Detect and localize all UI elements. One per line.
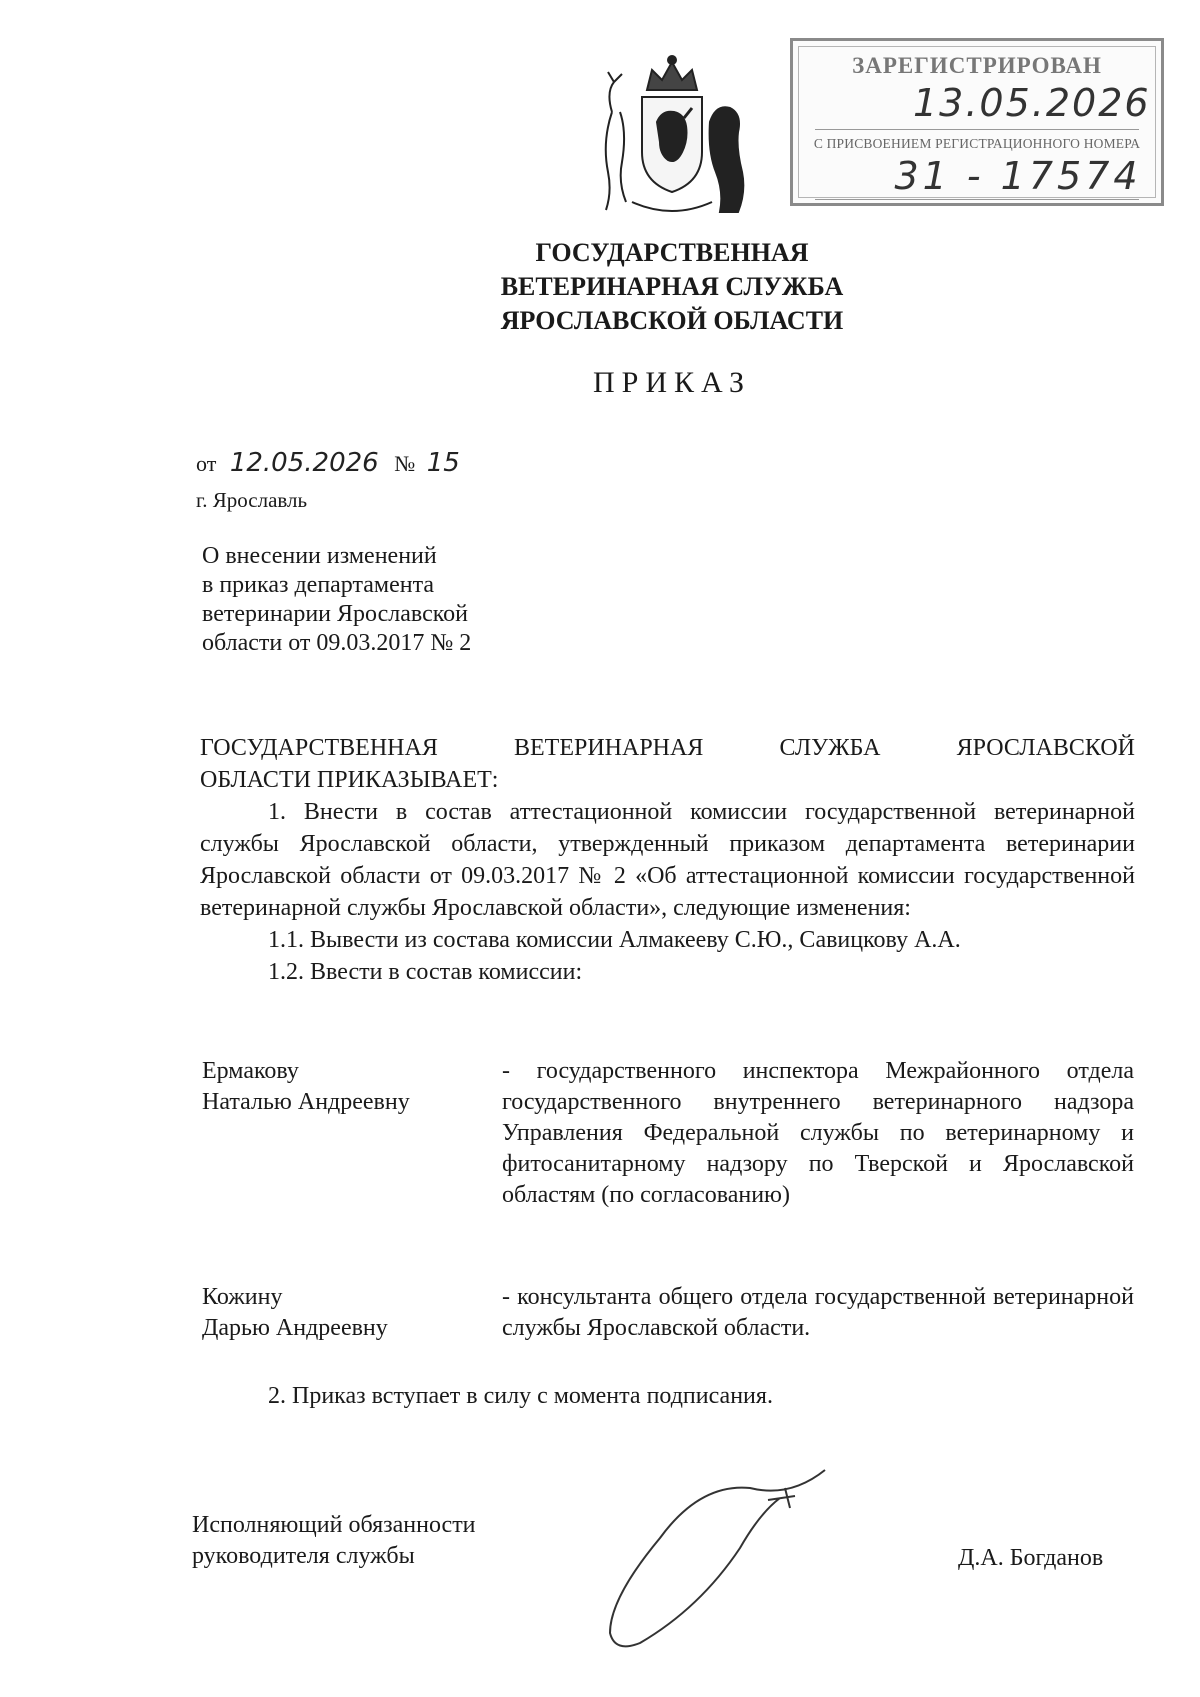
signer-position: Исполняющий обязанности руководителя службы [192, 1512, 476, 1569]
stamp-title: ЗАРЕГИСТРИРОВАН [852, 53, 1102, 78]
city: г. Ярославль [196, 488, 308, 512]
order-body [200, 732, 1135, 988]
order-subject: О внесении изменений в приказ департамента ветеринарии Ярославской области от 09.03.2017 № 2 [202, 543, 472, 656]
preamble-line-1: ГОСУДАРСТВЕННАЯ ВЕТЕРИНАРНАЯ СЛУЖБА ЯРОСЛАВСКОЙ [200, 735, 1135, 761]
from-label: от [196, 451, 217, 476]
clause-1-2: 1.2. Ввести в состав комиссии: [268, 959, 583, 985]
stamp-date: 13.05.2026 [913, 81, 1151, 125]
signer-name: Д.А. Богданов [958, 1545, 1104, 1571]
member-description: - консультанта общего отдела государственной ветеринарной службы Ярославской области. [502, 1284, 1134, 1341]
preamble-line-2: ОБЛАСТИ ПРИКАЗЫВАЕТ: [200, 767, 499, 793]
handwritten-signature [590, 1458, 850, 1658]
member-name: Кожину Дарью Андреевну [202, 1284, 388, 1341]
order-number: 15 [426, 448, 460, 478]
clause-1-1: 1.1. Вывести из состава комиссии Алмакееву С.Ю., Савицкову А.А. [268, 927, 961, 953]
document-type: ПРИКАЗ [593, 366, 751, 399]
clause-1: 1. Внести в состав аттестационной комиссии государственной ветеринарной службы Ярославской области, утвержденный приказом департамента ветеринарии Ярославской области от 09.03.2017 № 2 «Об аттестационной комиссии государственной ветеринарной службы Ярославской области», следующие изменения: [200, 799, 1135, 921]
order-date: 12.05.2026 [229, 448, 379, 478]
stamp-number: 31 - 17574 [894, 154, 1142, 198]
number-label: № [394, 451, 416, 476]
coat-of-arms-icon [592, 52, 752, 222]
member-name: Ермакову Наталью Андреевну [202, 1058, 410, 1115]
member-description: - государственного инспектора Межрайонного отдела государственного внутреннего ветеринарного надзора Управления Федеральной службы по ветеринарному и фитосанитарному надзору по Тверской и Ярославской областям (по согласованию) [502, 1058, 1134, 1208]
organization-name: ГОСУДАРСТВЕННАЯ ВЕТЕРИНАРНАЯ СЛУЖБА ЯРОСЛАВСКОЙ ОБЛАСТИ [500, 238, 844, 335]
registration-stamp [790, 38, 1164, 206]
order-date-number [196, 448, 460, 478]
stamp-subtitle: С ПРИСВОЕНИЕМ РЕГИСТРАЦИОННОГО НОМЕРА [813, 136, 1141, 151]
clause-2: 2. Приказ вступает в силу с момента подписания. [268, 1383, 773, 1409]
